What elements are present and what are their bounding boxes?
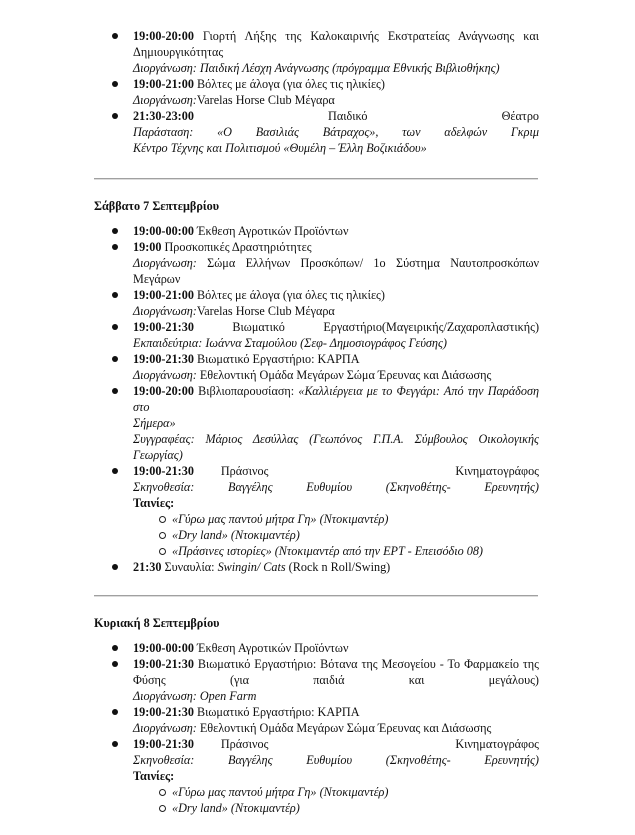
organizer-label: Διοργάνωση: [133,721,197,735]
event-title: Βόλτες με άλογα (για όλες τις ηλικίες) [196,77,385,91]
event-time: 19:00-21:00 [133,288,194,302]
organizer: Εθελοντική Ομάδα Μεγάρων Σώμα Έρευνας και Διάσωσης [199,721,492,735]
event-time: 19:00-21:00 [133,77,194,91]
event-item [133,76,539,108]
event-title-cont: Φύσης (για παιδιά και μεγάλους) [133,673,539,687]
event-item [133,656,539,704]
organizer-label: Διοργάνωση: [133,93,197,107]
event-time: 19:00 [133,240,162,254]
event-title-cont: Δημιουργικότητας [133,45,224,59]
organizer: Εθελοντική Ομάδα Μεγάρων Σώμα Έρευνας και Διάσωσης [199,368,492,382]
bullet-icon [112,33,118,39]
event-title: Πράσινος Κινηματογράφος [220,464,540,478]
event-item [133,239,539,287]
event-time: 21:30-23:00 [133,109,194,123]
bullet-icon [112,388,118,394]
organizer: Open Farm [199,689,257,703]
event-item [133,463,539,559]
circle-bullet-icon [159,548,166,555]
organizer-label: Διοργάνωση: [133,304,197,318]
day-heading: Κυριακή 8 Σεπτεμβρίου [94,616,220,630]
event-list-sunday [94,640,539,816]
event-list-previous [94,28,539,156]
event-title: Προσκοπικές Δραστηριότητες [164,240,312,254]
document-page [94,28,539,816]
event-item [133,559,539,575]
event-item [133,383,539,463]
films-label: Ταινίες: [133,769,175,783]
event-item [133,736,539,816]
bullet-icon [112,113,118,119]
film-item: «Γύρω μας παντού μήτρα Γη» (Ντοκιμαντέρ) [172,511,539,527]
event-item [133,108,539,156]
event-title: Γιορτή Λήξης της Καλοκαιρινής Εκστρατείας Ανάγνωσης και [202,29,539,43]
film-item: «Dry land» (Ντοκιμαντέρ) [172,800,539,816]
day-heading: Σάββατο 7 Σεπτεμβρίου [94,199,220,213]
film-list [133,784,539,816]
event-title: Έκθεση Αγροτικών Προϊόντων [196,641,349,655]
event-time: 19:00-00:00 [133,224,194,238]
performance: Παράσταση: «Ο Βασιλιάς Βάτραχος», των αδελφών Γκριμ [133,125,539,139]
bullet-icon [112,645,118,651]
event-item [133,640,539,656]
circle-bullet-icon [159,805,166,812]
event-item [133,287,539,319]
bullet-icon [112,564,118,570]
event-time: 21:30 [133,560,162,574]
event-time: 19:00-00:00 [133,641,194,655]
event-item [133,28,539,76]
circle-bullet-icon [159,789,166,796]
film-item: «Πράσινες ιστορίες» (Ντοκιμαντέρ από την ΕΡΤ - Επεισόδιο 08) [172,543,539,559]
event-time: 19:00-21:30 [133,705,194,719]
bullet-icon [112,709,118,715]
event-title: Πράσινος Κινηματογράφος [220,737,540,751]
director: Σκηνοθεσία: Βαγγέλης Ευθυμίου (Σκηνοθέτης- Ερευνητής) [133,480,539,494]
event-list-saturday [94,223,539,575]
event-time: 19:00-20:00 [133,29,194,43]
circle-bullet-icon [159,516,166,523]
organizer-label: Διοργάνωση: [133,61,197,75]
genre: (Rock n Roll/Swing) [288,560,391,574]
book-title-cont: Σήμερα» [133,416,176,430]
event-time: 19:00-21:30 [133,320,194,334]
event-title: Βιωματικό Εργαστήριο: Βότανα της Μεσογείου - Το Φαρμακείο της [197,657,540,671]
film-item: «Γύρω μας παντού μήτρα Γη» (Ντοκιμαντέρ) [172,784,539,800]
film-list [133,511,539,559]
performance-venue: Κέντρο Τέχνης και Πολιτισμού «Θυμέλη – Έλλη Βοζικιάδου» [133,141,427,155]
organizer: Varelas Horse Club Μέγαρα [196,304,335,318]
event-title: Συναυλία: [164,560,215,574]
director: Σκηνοθεσία: Βαγγέλης Ευθυμίου (Σκηνοθέτης- Ερευνητής) [133,753,539,767]
event-item [133,223,539,239]
event-item [133,351,539,383]
bullet-icon [112,661,118,667]
event-title: Βιωματικό Εργαστήριο(Μαγειρικής/Ζαχαροπλαστικής) [232,320,539,334]
event-time: 19:00-21:30 [133,737,194,751]
event-time: 19:00-21:30 [133,464,194,478]
event-title: Βόλτες με άλογα (για όλες τις ηλικίες) [196,288,385,302]
films-label: Ταινίες: [133,496,175,510]
bullet-icon [112,228,118,234]
bullet-icon [112,741,118,747]
bullet-icon [112,324,118,330]
organizer-label: Διοργάνωση: [133,256,197,270]
organizer: Varelas Horse Club Μέγαρα [196,93,335,107]
event-title: Βιωματικό Εργαστήριο: ΚΑΡΠΑ [196,705,360,719]
book-title: «Καλλιέργεια με το Φεγγάρι: Από την Παράδοση στο [133,384,539,414]
event-title: Βιβλιοπαρουσίαση: [198,384,295,398]
event-time: 19:00-20:00 [133,384,194,398]
bullet-icon [112,356,118,362]
bullet-icon [112,244,118,250]
event-title: Παιδικό [328,109,368,123]
bullet-icon [112,292,118,298]
event-title: Θέατρο [501,109,540,123]
bullet-icon [112,468,118,474]
organizer: Παιδική Λέσχη Ανάγνωσης (πρόγραμμα Εθνικής Βιβλιοθήκης) [199,61,500,75]
event-time: 19:00-21:30 [133,657,194,671]
organizer-label: Διοργάνωση: [133,689,197,703]
event-time: 19:00-21:30 [133,352,194,366]
event-title: Έκθεση Αγροτικών Προϊόντων [196,224,349,238]
event-item [133,704,539,736]
bullet-icon [112,81,118,87]
author: Συγγραφέας: Μάριος Δεσύλλας (Γεωπόνος Γ.Π.Α. Σύμβουλος Οικολογικής Γεωργίας) [133,432,539,462]
trainer: Εκπαιδεύτρια: Ιωάννα Σταμούλου (Σεφ- Δημοσιογράφος Γεύσης) [133,336,447,350]
band-name: Swingin/ Cats [217,560,286,574]
event-item [133,319,539,351]
organizer-label: Διοργάνωση: [133,368,197,382]
event-title: Βιωματικό Εργαστήριο: ΚΑΡΠΑ [196,352,360,366]
circle-bullet-icon [159,532,166,539]
organizer: Σώμα Ελλήνων Προσκόπων/ 1ο Σύστημα Ναυτοπροσκόπων Μεγάρων [133,256,539,286]
film-item: «Dry land» (Ντοκιμαντέρ) [172,527,539,543]
